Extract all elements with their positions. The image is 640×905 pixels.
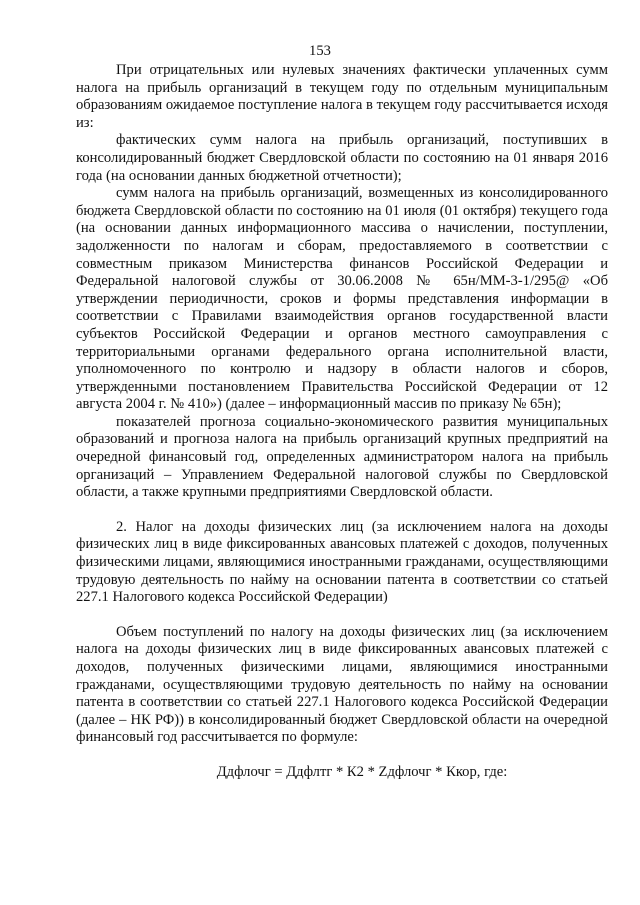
page-number: 153 [309,43,331,59]
paragraph-negative-values: При отрицательных или нулевых значениях фактически уплаченных сумм налога на прибыль организаций в текущем году по отдельным муниципальным образованиям ожидаемое поступление налога в текущем году рассчитывается исходя из: [76,62,608,131]
spacer [76,502,608,519]
document-body [76,62,608,782]
paragraph-refunded-sums: сумм налога на прибыль организаций, возмещенных из консолидированного бюджета Свердловской области по состоянию на 01 июля (01 октября) текущего года (на основании данных информационного массива о начислении, поступлении, задолженности по налогам и сборам, предоставляемого в соответствии с совместным приказом Министерства финансов Российской Федерации и Федеральной налоговой службы от 30.06.2008 № 65н/ММ-3-1/295@ «Об утверждении периодичности, сроков и формы представления информации в соответствии с Правилами взаимодействия органов государственной власти субъектов Российской Федерации и органов местного самоуправления с территориальными органами федерального органа исполнительной власти, уполномоченного по контролю и надзору в области налогов и сборов, утвержденными постановлением Правительства Российской Федерации от 12 августа 2004 г. № 410») (далее – информационный массив по приказу № 65н); [76,185,608,413]
paragraph-forecast-indicators: показателей прогноза социально-экономического развития муниципальных образований и прогноза налога на прибыль организаций крупных предприятий на очередной финансовый год, определенных администратором налога на прибыль организаций – Управлением Федеральной налоговой службы по Свердловской области, а также крупными предприятиями Свердловской области. [76,413,608,501]
paragraph-actual-sums: фактических сумм налога на прибыль организаций, поступивших в консолидированный бюджет Свердловской области по состоянию на 01 января 2016 года (на основании данных бюджетной отчетности); [76,132,608,184]
section-paragraph: Объем поступлений по налогу на доходы физических лиц (за исключением налога на доходы физических лиц в виде фиксированных авансовых платежей с доходов, полученных физическими лицами, являющимися иностранными гражданами, осуществляющими трудовую деятельность по найму на основании патента в соответствии со статьей 227.1 Налогового кодекса Российской Федерации (далее – НК РФ)) в консолидированный бюджет Свердловской области на очередной финансовый год рассчитывается по формуле: [76,623,608,746]
spacer [76,607,608,624]
formula: Ддфлочг = Ддфлтг * К2 * Zдфлочг * Ккор, где: [216,763,508,780]
spacer [76,747,608,764]
section-heading: 2. Налог на доходы физических лиц (за исключением налога на доходы физических лиц в виде фиксированных авансовых платежей с доходов, полученных физическими лицами, являющимися иностранными гражданами, осуществляющими трудовую деятельность по найму на основании патента в соответствии со статьей 227.1 Налогового кодекса Российской Федерации) [76,518,608,606]
